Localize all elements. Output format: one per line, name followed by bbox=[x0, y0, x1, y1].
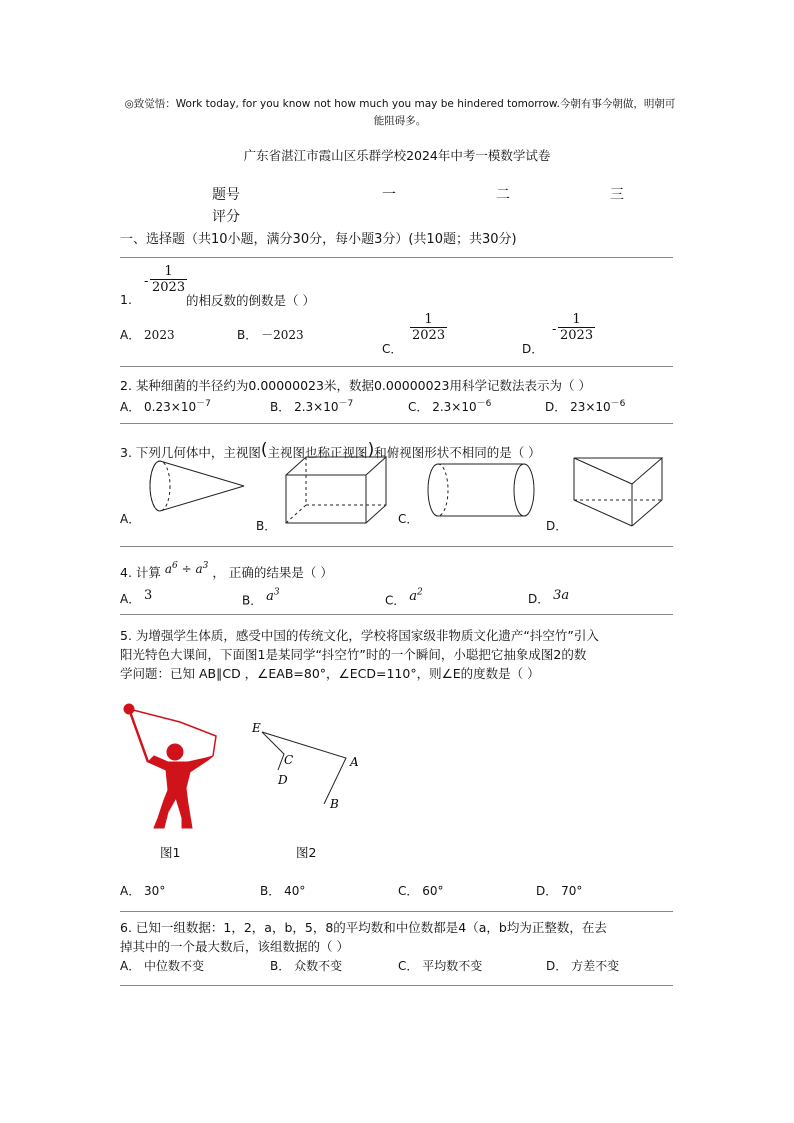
q1-number: 1. bbox=[120, 292, 132, 307]
q6-option-c: C． 平均数不变 bbox=[398, 959, 483, 973]
q1-option-a: A． 2023 bbox=[120, 328, 175, 342]
q4-option-a: A． 3 bbox=[120, 588, 153, 606]
q6-line-1: 6. 已知一组数据：1，2，a，b，5，8的平均数和中位数都是4（a，b均为正整数，在去 bbox=[120, 920, 607, 935]
q1-option-d-label: D． bbox=[522, 342, 544, 356]
q4-option-b: B． $a^3$ bbox=[242, 588, 280, 608]
q1-stem: 的相反数的倒数是（ ） bbox=[186, 293, 315, 308]
divider bbox=[120, 614, 673, 615]
q2-option-a: A． $0.23\times 10^{-7}$ bbox=[120, 399, 211, 414]
q2-option-d: D． $23\times 10^{-6}$ bbox=[545, 399, 626, 414]
q6-option-d: D． 方差不变 bbox=[546, 959, 620, 973]
q5-line-3: 学问题：已知 AB∥CD ，∠EAB=80°，∠ECD=110°，则∠E的度数是（ ） bbox=[120, 666, 540, 681]
q1-option-d-sign: - bbox=[552, 322, 557, 337]
divider bbox=[120, 257, 673, 258]
q5-option-d: D． 70° bbox=[536, 884, 583, 898]
divider bbox=[120, 985, 673, 986]
score-table-row2-label: 评分 bbox=[212, 209, 240, 225]
divider bbox=[120, 423, 673, 424]
q2-stem: 2. 某种细菌的半径约为0.00000023米，数据0.00000023用科学记数法表示为（ ） bbox=[120, 378, 591, 393]
exam-title: 广东省湛江市霞山区乐群学校2024年中考一模数学试卷 bbox=[243, 148, 551, 163]
q3-stem: 3. 下列几何体中，主视图(主视图也称正视图)和俯视图形状不相同的是（ ） bbox=[120, 440, 541, 460]
q3-option-a-label: A． bbox=[120, 512, 141, 526]
q5-option-a: A． 30° bbox=[120, 884, 166, 898]
score-table-row1-label: 题号 bbox=[212, 187, 240, 203]
point-label-b: B bbox=[330, 797, 339, 811]
q2-option-c: C． $2.3\times 10^{-6}$ bbox=[408, 399, 492, 414]
q4-stem: 4. 计算 $a^6 \div a^3$ ， 正确的结果是（ ） bbox=[120, 561, 333, 580]
q6-option-b: B． 众数不变 bbox=[270, 959, 343, 973]
divider bbox=[120, 366, 673, 367]
q2-option-b: B． $2.3\times 10^{-7}$ bbox=[270, 399, 354, 414]
point-label-d: D bbox=[278, 773, 288, 787]
cylinder-figure bbox=[426, 462, 538, 518]
q3-option-b-label: B． bbox=[256, 519, 277, 533]
q6-line-2: 掉其中的一个最大数后，该组数据的（ ） bbox=[120, 939, 349, 954]
cone-figure bbox=[146, 455, 246, 517]
q3-option-c-label: C． bbox=[398, 512, 419, 526]
score-table-col-2: 二 bbox=[496, 187, 510, 203]
divider bbox=[120, 911, 673, 912]
point-label-a: A bbox=[350, 755, 359, 769]
q6-option-a: A． 中位数不变 bbox=[120, 959, 205, 973]
triangular-prism-figure bbox=[572, 456, 664, 528]
diabolo-player-figure bbox=[120, 700, 230, 832]
fig1-caption: 图1 bbox=[160, 845, 181, 860]
q5-option-b: B． 40° bbox=[260, 884, 306, 898]
q1-option-c-label: C． bbox=[382, 342, 403, 356]
q5-line-2: 阳光特色大课间，下面图1是某同学“抖空竹”时的一个瞬间，小聪把它抽象成图2的数 bbox=[120, 647, 587, 662]
score-table-col-1: 一 bbox=[382, 187, 396, 203]
geometry-figure-2 bbox=[250, 718, 360, 818]
cuboid-figure bbox=[284, 455, 390, 525]
q1-option-c-fraction: $\frac{1}{2023}$ bbox=[412, 312, 446, 343]
q5-line-1: 5. 为增强学生体质，感受中国的传统文化，学校将国家级非物质文化遗产“抖空竹”引入 bbox=[120, 628, 599, 643]
q1-option-b: B． －2023 bbox=[237, 328, 304, 342]
divider bbox=[120, 546, 673, 547]
motto-text: ◎致觉悟：Work today, for you know not how much you may be hindered tomorrow.今朝有事今朝做，明朝可能阻碍多。 bbox=[124, 98, 676, 127]
q5-option-c: C． 60° bbox=[398, 884, 444, 898]
q3-option-d-label: D． bbox=[546, 519, 568, 533]
score-table-col-3: 三 bbox=[610, 187, 624, 203]
point-label-c: C bbox=[284, 753, 294, 767]
point-label-e: E bbox=[252, 721, 261, 735]
q1-option-d-fraction: $\frac{1}{2023}$ bbox=[560, 312, 594, 343]
section-1-heading: 一、选择题（共10小题，满分30分，每小题3分）(共10题；共30分) bbox=[120, 232, 517, 247]
fig2-caption: 图2 bbox=[296, 845, 317, 860]
q4-option-d: D． 3a bbox=[528, 588, 570, 606]
q4-option-c: C． $a^2$ bbox=[385, 588, 423, 608]
